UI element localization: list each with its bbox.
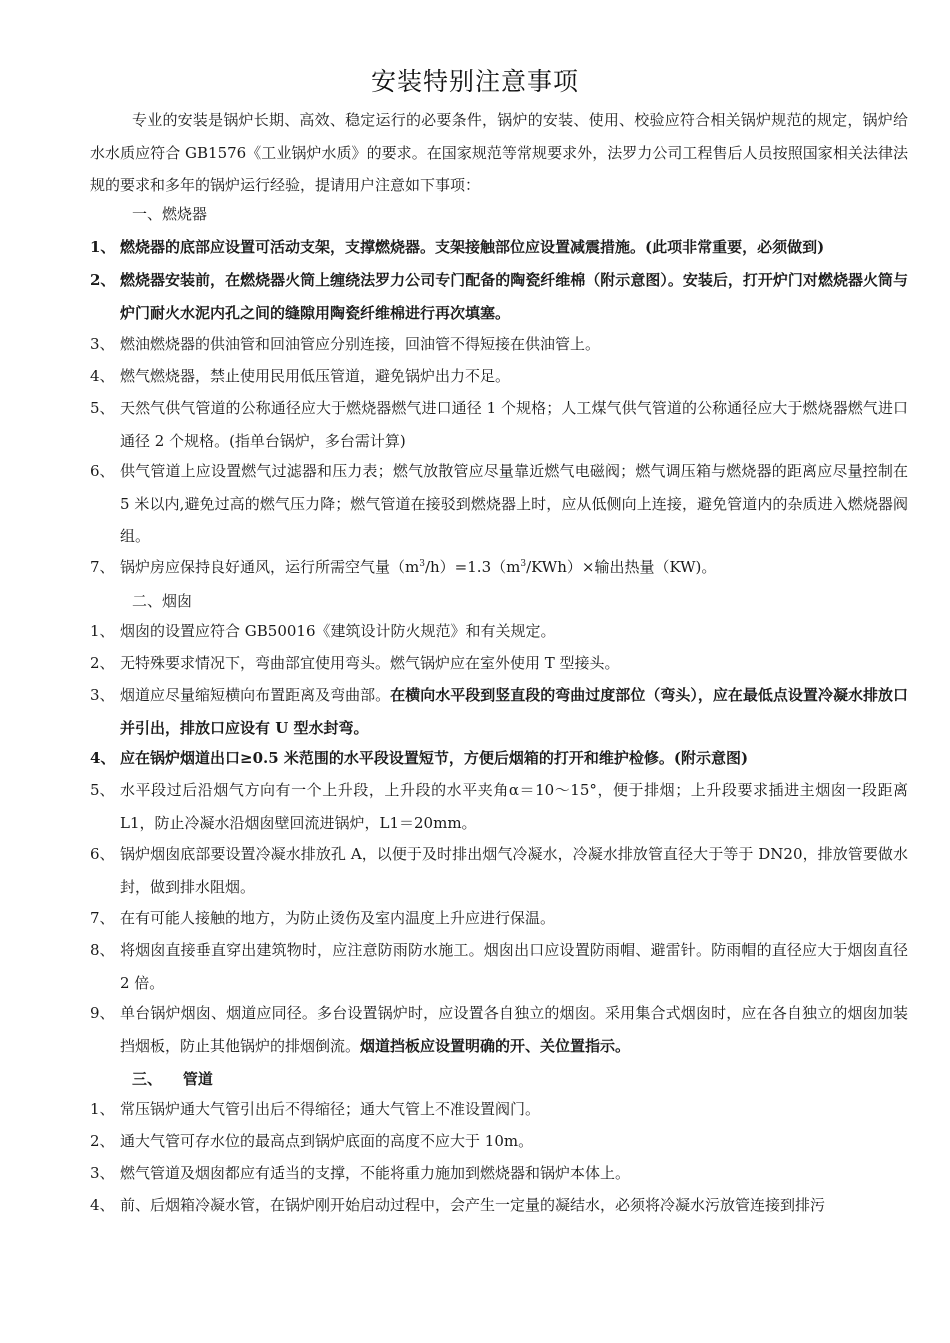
item-number: 7、 bbox=[90, 558, 115, 576]
section-heading-chimney: 二、烟囱 bbox=[132, 592, 193, 610]
item-number: 3、 bbox=[90, 1164, 115, 1182]
item-text bbox=[120, 1157, 908, 1190]
item-number: 1、 bbox=[90, 238, 116, 256]
list-item bbox=[90, 902, 908, 935]
item-number: 2、 bbox=[90, 654, 115, 672]
list-item bbox=[90, 455, 908, 553]
item-number: 8、 bbox=[90, 941, 115, 959]
item-text bbox=[120, 392, 908, 457]
item-text-run: 水平段过后沿烟气方向有一个上升段，上升段的水平夹角α＝10～15°，便于排烟；上升段要求插进主烟囱一段距离 L1，防止冷凝水沿烟囱壁回流进锅炉，L1＝20mm。 bbox=[120, 781, 908, 832]
item-number: 9、 bbox=[90, 1004, 115, 1022]
item-text-run: 供气管道上应设置燃气过滤器和压力表；燃气放散管应尽量靠近燃气电磁阀；燃气调压箱与燃烧器的距离应尽量控制在 5 米以内,避免过高的燃气压力降；燃气管道在接驳到燃烧器上时，应从低侧向上连接，避免管道内的杂质进入燃烧器阀组。 bbox=[120, 462, 908, 545]
list-item bbox=[90, 328, 908, 361]
item-text bbox=[120, 328, 908, 361]
item-text-run: 在有可能人接触的地方，为防止烫伤及室内温度上升应进行保温。 bbox=[120, 909, 556, 927]
section-heading-burner: 一、燃烧器 bbox=[132, 205, 208, 223]
item-text-run: 锅炉烟囱底部要设置冷凝水排放孔 A，以便于及时排出烟气冷凝水，冷凝水排放管直径大于等于 DN20，排放管要做水封，做到排水阻烟。 bbox=[120, 845, 908, 896]
item-text-run: 锅炉房应保持良好通风，运行所需空气量（m bbox=[120, 558, 420, 576]
item-text bbox=[120, 902, 908, 935]
item-text bbox=[120, 264, 908, 329]
list-item bbox=[90, 1093, 908, 1126]
section-heading-piping-text: 三、 管道 bbox=[132, 1070, 213, 1088]
item-text-run: 燃气燃烧器，禁止使用民用低压管道，避免锅炉出力不足。 bbox=[120, 367, 511, 385]
item-number: 1、 bbox=[90, 622, 115, 640]
item-number: 5、 bbox=[90, 781, 115, 799]
item-text bbox=[120, 774, 908, 839]
superscript: 3 bbox=[419, 559, 425, 569]
list-item bbox=[90, 264, 908, 329]
item-number: 3、 bbox=[90, 335, 115, 353]
item-text bbox=[120, 455, 908, 553]
item-text-run: 通大气管可存水位的最高点到锅炉底面的高度不应大于 10m。 bbox=[120, 1132, 534, 1150]
item-number: 2、 bbox=[90, 1132, 115, 1150]
item-number: 4、 bbox=[90, 367, 115, 385]
item-number: 2、 bbox=[90, 271, 116, 289]
item-text-run: 燃气管道及烟囱都应有适当的支撑，不能将重力施加到燃烧器和锅炉本体上。 bbox=[120, 1164, 631, 1182]
item-text-run: 在横向水平段到竖直段的弯曲过度部位（弯头），应在最低点设置冷凝水排放口并引出，排放口应设有 U 型水封弯。 bbox=[120, 686, 908, 737]
item-text-run: 烟道应尽量缩短横向布置距离及弯曲部。 bbox=[120, 686, 391, 704]
item-text-run: 烟囱的设置应符合 GB50016《建筑设计防火规范》和有关规定。 bbox=[120, 622, 556, 640]
item-number: 3、 bbox=[90, 686, 115, 704]
item-text-run: /h）=1.3（m bbox=[424, 558, 521, 576]
item-text bbox=[120, 679, 908, 744]
item-text-run: 燃烧器安装前，在燃烧器火筒上缠绕法罗力公司专门配备的陶瓷纤维棉（附示意图）。安装后，打开炉门对燃烧器火筒与炉门耐火水泥内孔之间的缝隙用陶瓷纤维棉进行再次填塞。 bbox=[120, 271, 908, 322]
page-title: 安装特别注意事项 bbox=[370, 67, 579, 96]
list-item bbox=[90, 997, 908, 1062]
item-number: 6、 bbox=[90, 462, 115, 480]
item-text bbox=[120, 647, 908, 680]
section-heading-piping bbox=[132, 1068, 213, 1089]
item-text-run: 燃油燃烧器的供油管和回油管应分别连接，回油管不得短接在供油管上。 bbox=[120, 335, 601, 353]
item-text bbox=[120, 231, 908, 264]
item-text-run: 将烟囱直接垂直穿出建筑物时，应注意防雨防水施工。烟囱出口应设置防雨帽、避雷针。防雨帽的直径应大于烟囱直径 2 倍。 bbox=[120, 941, 908, 992]
item-number: 1、 bbox=[90, 1100, 115, 1118]
item-text bbox=[120, 838, 908, 903]
list-item bbox=[90, 615, 908, 648]
item-text bbox=[120, 360, 908, 393]
list-item bbox=[90, 1189, 908, 1222]
item-text-run: 前、后烟箱冷凝水管，在锅炉刚开始启动过程中，会产生一定量的凝结水，必须将冷凝水污放管连接到排污 bbox=[120, 1196, 826, 1214]
item-text bbox=[120, 934, 908, 999]
item-text bbox=[120, 551, 908, 584]
item-text-run: 烟道挡板应设置明确的开、关位置指示。 bbox=[360, 1036, 631, 1055]
item-text bbox=[120, 1189, 908, 1222]
list-item bbox=[90, 679, 908, 744]
item-number: 7、 bbox=[90, 909, 115, 927]
item-text bbox=[120, 1093, 908, 1126]
item-text bbox=[120, 1125, 908, 1158]
list-item bbox=[90, 647, 908, 680]
item-text-run: 单台锅炉烟囱、烟道应同径。多台设置锅炉时，应设置各自独立的烟囱。采用集合式烟囱时，应在各自独立的烟囱加装挡烟板，防止其他锅炉的排烟倒流。 bbox=[120, 1004, 908, 1055]
list-item bbox=[90, 838, 908, 903]
item-number: 5、 bbox=[90, 399, 115, 417]
item-text-run: 常压锅炉通大气管引出后不得缩径；通大气管上不准设置阀门。 bbox=[120, 1100, 541, 1118]
superscript: 3 bbox=[520, 559, 527, 569]
list-item bbox=[90, 551, 908, 584]
item-text-run: 燃烧器的底部应设置可活动支架，支撑燃烧器。支架接触部位应设置减震措施。(此项非常重要，必须做到) bbox=[120, 238, 825, 256]
item-text bbox=[120, 997, 908, 1062]
list-item bbox=[90, 1125, 908, 1158]
item-number: 6、 bbox=[90, 845, 115, 863]
item-text-run: 无特殊要求情况下，弯曲部宜使用弯头。燃气锅炉应在室外使用 T 型接头。 bbox=[120, 654, 620, 672]
intro-paragraph: 专业的安装是锅炉长期、高效、稳定运行的必要条件，锅炉的安装、使用、校验应符合相关锅炉规范的规定，锅炉给水水质应符合 GB1576《工业锅炉水质》的要求。在国家规范等常规要求外，法罗力公司工程售后人员按照国家相关法律法规的要求和多年的锅炉运行经验，提请用户注意如下事项： bbox=[90, 111, 908, 194]
item-text-run: /KWh）×输出热量（KW)。 bbox=[526, 558, 717, 576]
list-item bbox=[90, 360, 908, 393]
item-text bbox=[120, 742, 908, 775]
list-item bbox=[90, 1157, 908, 1190]
item-text-run: 天然气供气管道的公称通径应大于燃烧器燃气进口通径 1 个规格；人工煤气供气管道的公称通径应大于燃烧器燃气进口通径 2 个规格。(指单台锅炉，多台需计算) bbox=[120, 399, 908, 450]
list-item bbox=[90, 392, 908, 457]
item-number: 4、 bbox=[90, 749, 116, 767]
item-text bbox=[120, 615, 908, 648]
item-text-run: 应在锅炉烟道出口≥0.5 米范围的水平段设置短节，方便后烟箱的打开和维护检修。(附示意图) bbox=[120, 749, 749, 767]
list-item bbox=[90, 231, 908, 264]
item-number: 4、 bbox=[90, 1196, 115, 1214]
list-item bbox=[90, 774, 908, 839]
list-item bbox=[90, 934, 908, 999]
list-item bbox=[90, 742, 908, 775]
